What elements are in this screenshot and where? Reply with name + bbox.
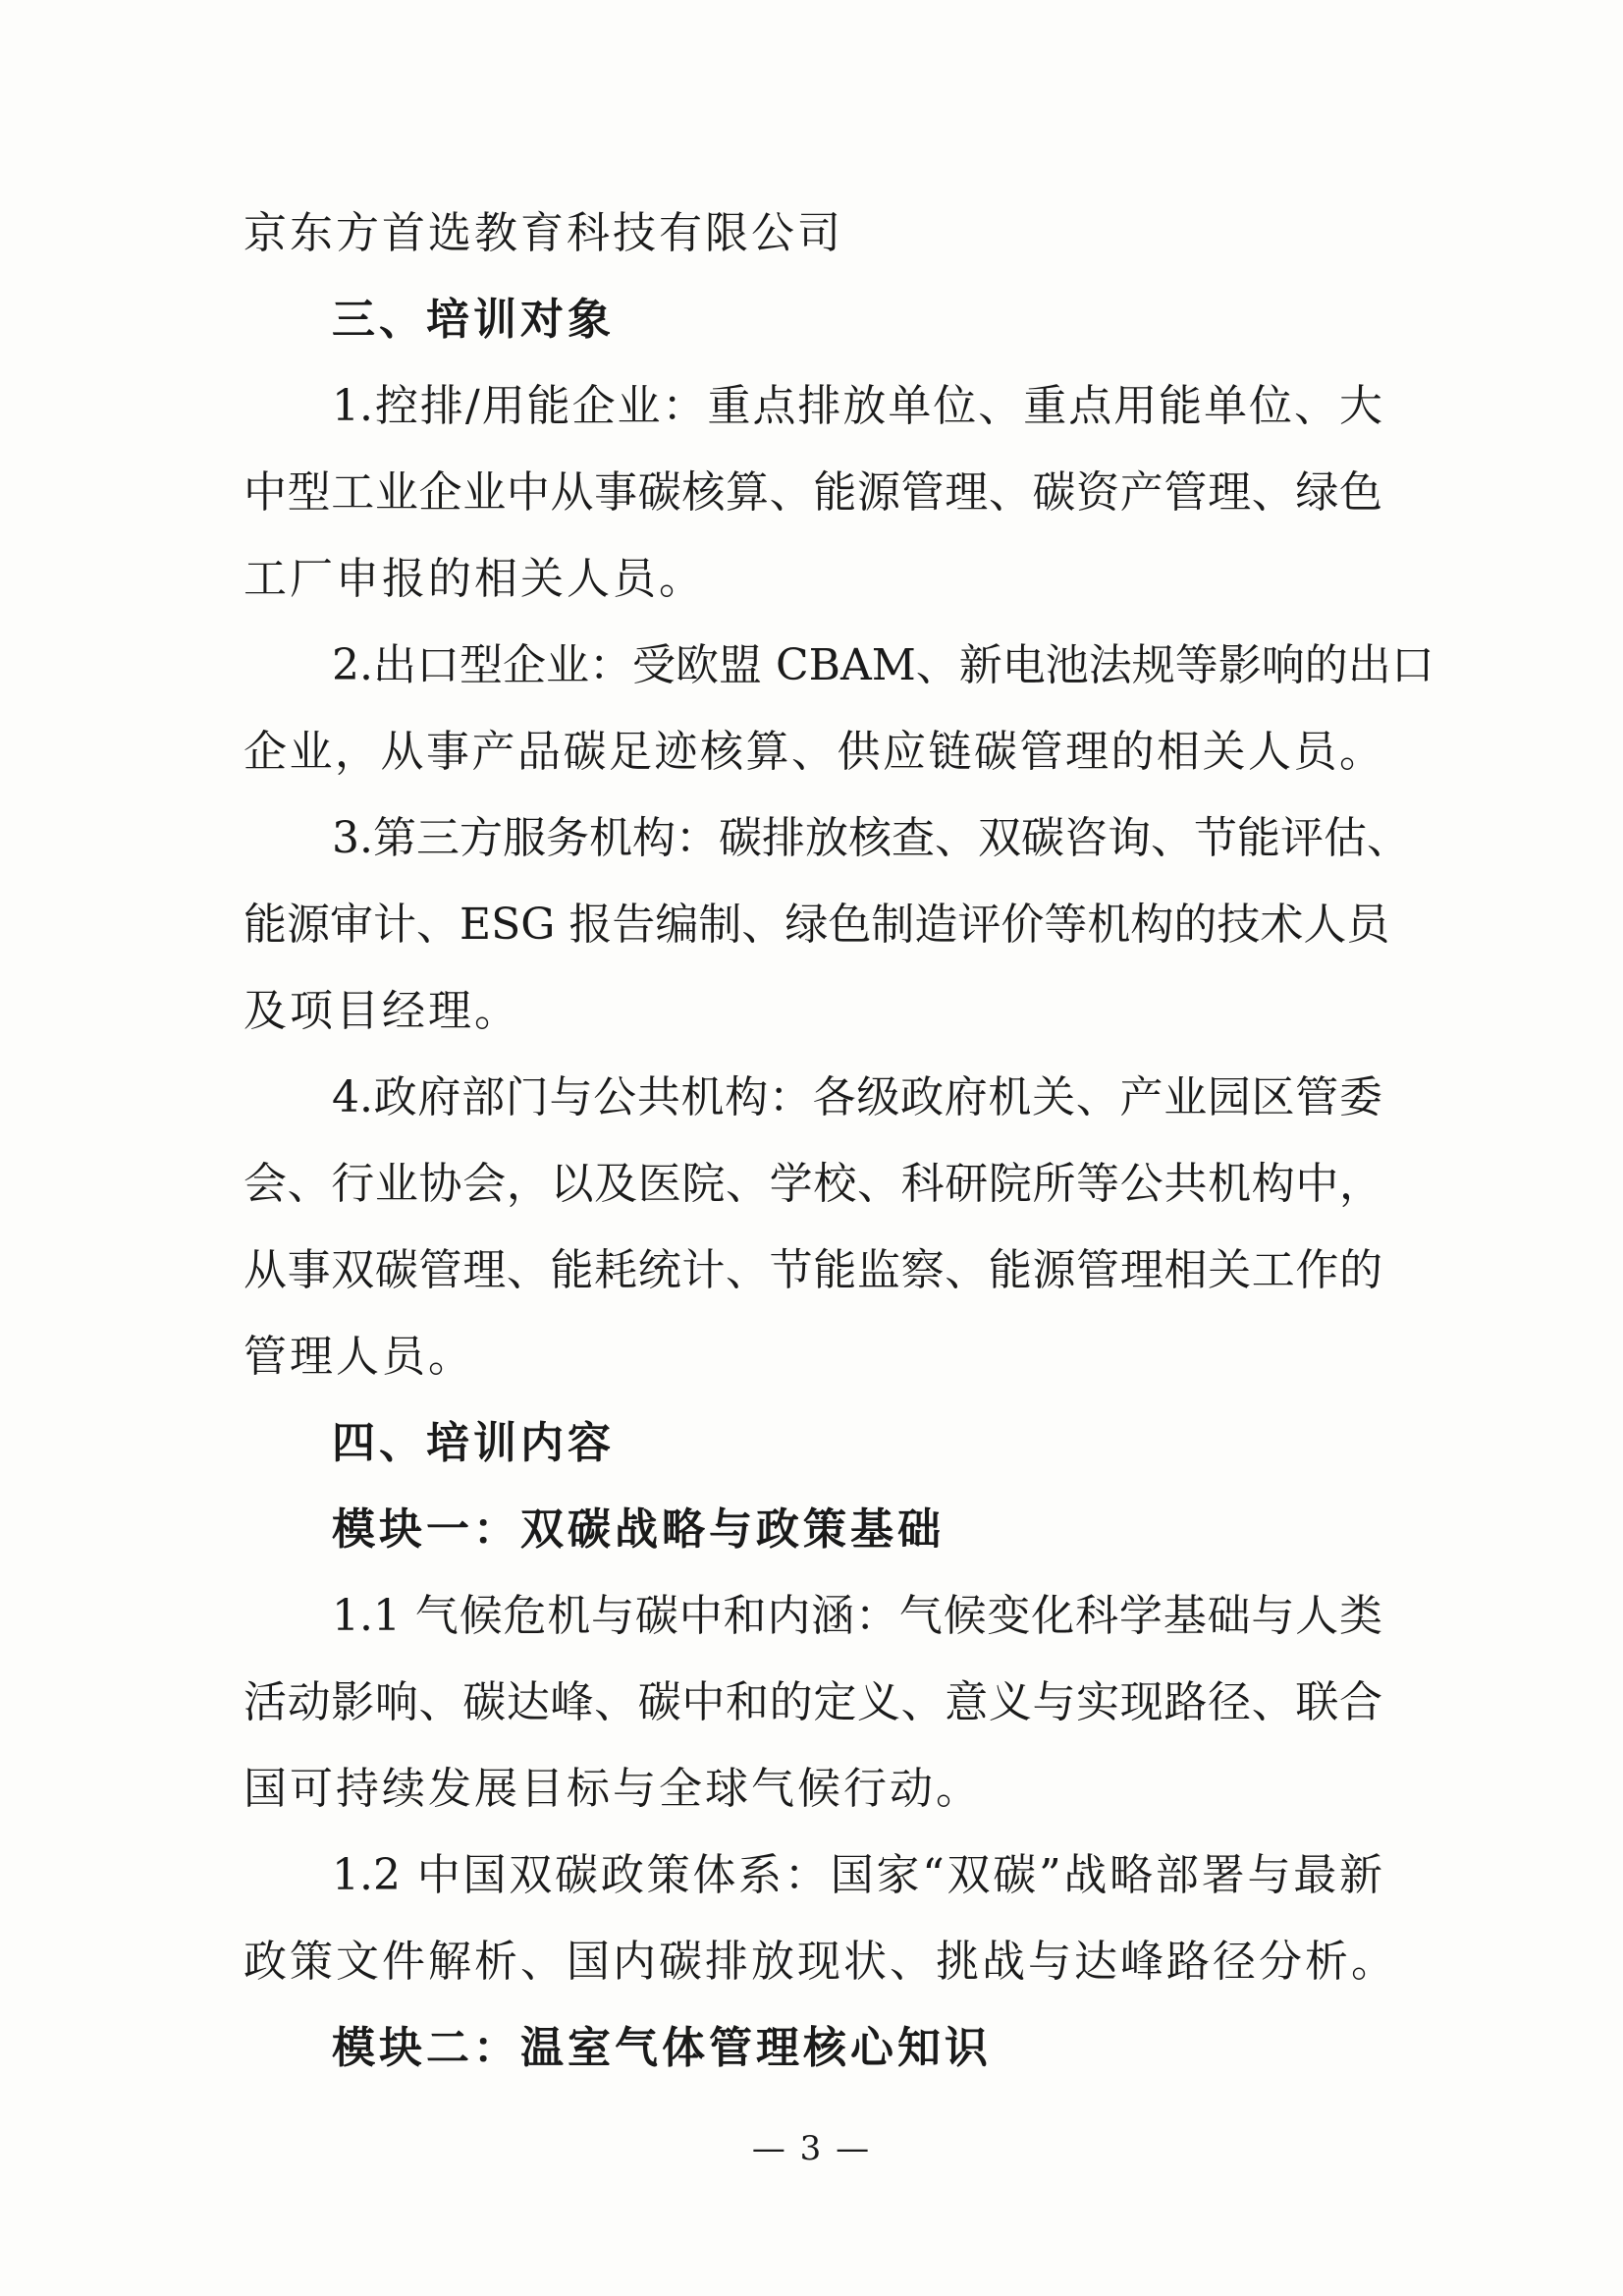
paragraph-line: 及项目经理。 xyxy=(243,986,520,1036)
paragraph-line: 政策文件解析、国内碳排放现状、挑战与达峰路径分析。 xyxy=(243,1937,1397,1987)
module-heading-two: 模块二：温室气体管理核心知识 xyxy=(332,2023,992,2073)
section-heading-training-audience: 三、培训对象 xyxy=(332,295,615,345)
paragraph-line: 企业，从事产品碳足迹核算、供应链碳管理的相关人员。 xyxy=(243,727,1382,777)
paragraph-line: 能源审计、ESG 报告编制、绿色制造评价等机构的技术人员 xyxy=(243,900,1390,950)
paragraph-line: 工厂申报的相关人员。 xyxy=(243,554,705,604)
paragraph-line: 4.政府部门与公共机构：各级政府机关、产业园区管委 xyxy=(332,1072,1382,1122)
paragraph-line: 1.2 中国双碳政策体系：国家“双碳”战略部署与最新 xyxy=(332,1850,1382,1900)
paragraph-line: 会、行业协会，以及医院、学校、科研院所等公共机构中， xyxy=(243,1159,1382,1209)
section-heading-training-content: 四、培训内容 xyxy=(332,1418,615,1468)
paragraph-line: 从事双碳管理、能耗统计、节能监察、能源管理相关工作的 xyxy=(243,1245,1382,1295)
module-heading-one: 模块一：双碳战略与政策基础 xyxy=(332,1504,945,1555)
page-number: — 3 — xyxy=(751,2129,872,2168)
paragraph-line: 国可持续发展目标与全球气候行动。 xyxy=(243,1764,982,1814)
paragraph-line: 2.出口型企业：受欧盟 CBAM、新电池法规等影响的出口 xyxy=(332,640,1434,690)
paragraph-line: 1.1 气候危机与碳中和内涵：气候变化科学基础与人类 xyxy=(332,1591,1382,1641)
paragraph-line: 3.第三方服务机构：碳排放核查、双碳咨询、节能评估、 xyxy=(332,813,1410,863)
company-name-line: 京东方首选教育科技有限公司 xyxy=(243,208,843,258)
paragraph-line: 1.控排/用能企业：重点排放单位、重点用能单位、大 xyxy=(332,381,1382,431)
paragraph-line: 活动影响、碳达峰、碳中和的定义、意义与实现路径、联合 xyxy=(243,1677,1382,1727)
paragraph-line: 中型工业企业中从事碳核算、能源管理、碳资产管理、绿色 xyxy=(243,467,1382,518)
paragraph-line: 管理人员。 xyxy=(243,1332,474,1382)
